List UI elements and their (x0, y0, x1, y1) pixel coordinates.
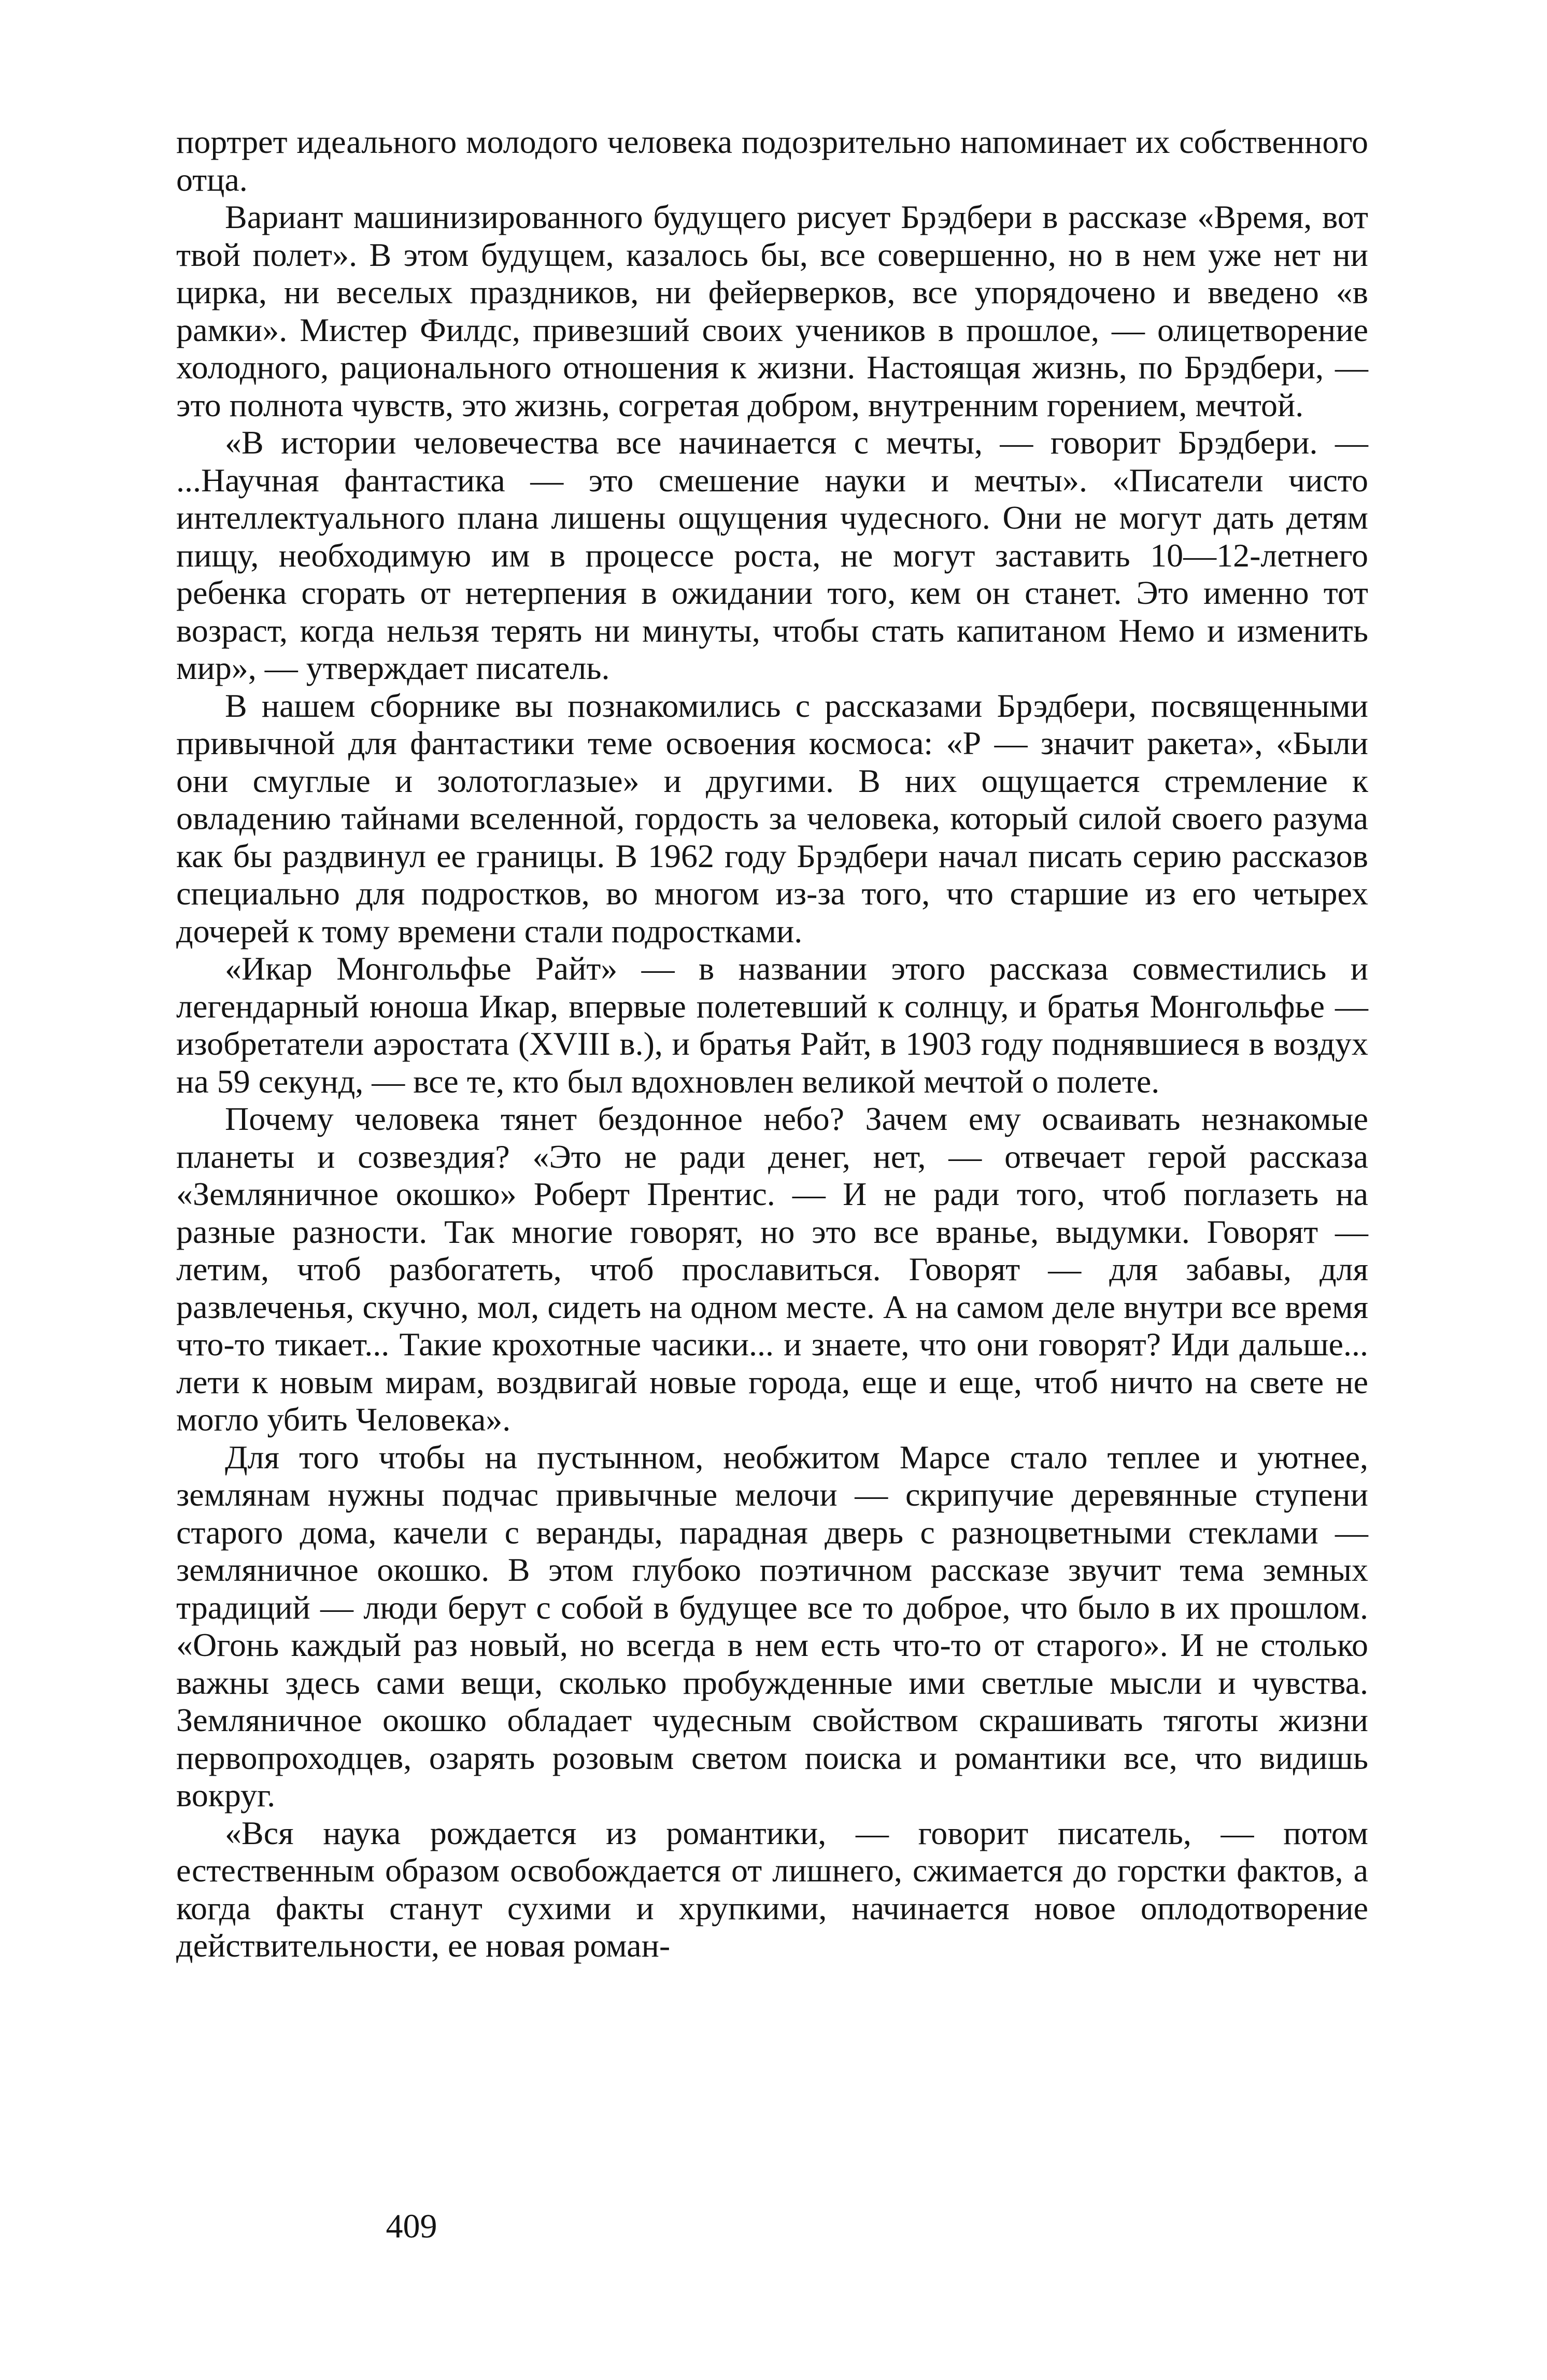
paragraph-5: «Икар Монгольфье Райт» — в названии этого рассказа совместились и легендарный юноша Икар, впервые полетевший к солнцу, и братья Монгольфье — изобретатели аэростата (XVIII в.), и братья Райт, в 1903 году поднявшиеся в воздух на 59 секунд, — все те, кто был вдохновлен великой мечтой о полете. (176, 950, 1368, 1100)
paragraph-1: портрет идеального молодого человека подозрительно напоминает их собственного отца. (176, 123, 1368, 198)
paragraph-3: «В истории человечества все начинается с мечты, — говорит Брэдбери. — ...Научная фантастика — это смешение науки и мечты». «Писатели чисто интеллектуального плана лишены ощущения чудесного. Они не могут дать детям пищу, необходимую им в процессе роста, не могут заставить 10—12-летнего ребенка сгорать от нетерпения в ожидании того, кем он станет. Это именно тот возраст, когда нельзя терять ни минуты, чтобы стать капитаном Немо и изменить мир», — утверждает писатель. (176, 424, 1368, 686)
paragraph-2: Вариант машинизированного будущего рисует Брэдбери в рассказе «Время, вот твой полет». В этом будущем, казалось бы, все совершенно, но в нем уже нет ни цирка, ни веселых праздников, ни фейерверков, все упорядочено и введено «в рамки». Мистер Филдс, привезший своих учеников в прошлое, — олицетворение холодного, рационального отношения к жизни. Настоящая жизнь, по Брэдбери, — это полнота чувств, это жизнь, согретая добром, внутренним горением, мечтой. (176, 199, 1368, 423)
paragraph-7: Для того чтобы на пустынном, необжитом Марсе стало теплее и уютнее, землянам нужны подчас привычные мелочи — скрипучие деревянные ступени старого дома, качели с веранды, парадная дверь с разноцветными стеклами — земляничное окошко. В этом глубоко поэтичном рассказе звучит тема земных традиций — люди берут с собой в будущее все то доброе, что было в их прошлом. «Огонь каждый раз новый, но всегда в нем есть что-то от старого». И не столько важны здесь сами вещи, сколько пробужденные ими светлые мысли и чувства. Земляничное окошко обладает чудесным свойством скрашивать тяготы жизни первопроходцев, озарять розовым светом поиска и романтики все, что видишь вокруг. (176, 1438, 1368, 1814)
page-number: 409 (386, 2207, 437, 2245)
paragraph-6: Почему человека тянет бездонное небо? Зачем ему осваивать незнакомые планеты и созвездия? «Это не ради денег, нет, — отвечает герой рассказа «Земляничное окошко» Роберт Прентис. — И не ради того, чтоб поглазеть на разные разности. Так многие говорят, но это все вранье, выдумки. Говорят — летим, чтоб разбогатеть, чтоб прославиться. Говорят — для забавы, для развлеченья, скучно, мол, сидеть на одном месте. А на самом деле внутри все время что-то тикает... Такие крохотные часики... и знаете, что они говорят? Иди дальше... лети к новым мирам, воздвигай новые города, еще и еще, чтоб ничто на свете не могло убить Человека». (176, 1100, 1368, 1438)
page-text (176, 123, 1368, 1965)
paragraph-4: В нашем сборнике вы познакомились с рассказами Брэдбери, посвященными привычной для фантастики теме освоения космоса: «Р — значит ракета», «Были они смуглые и золотоглазые» и другими. В них ощущается стремление к овладению тайнами вселенной, гордость за человека, который силой своего разума как бы раздвинул ее границы. В 1962 году Брэдбери начал писать серию рассказов специально для подростков, во многом из-за того, что старшие из его четырех дочерей к тому времени стали подростками. (176, 687, 1368, 950)
paragraph-8: «Вся наука рождается из романтики, — говорит писатель, — потом естественным образом освобождается от лишнего, сжимается до горстки фактов, а когда факты станут сухими и хрупкими, начинается новое оплодотворение действительности, ее новая роман- (176, 1814, 1368, 1964)
